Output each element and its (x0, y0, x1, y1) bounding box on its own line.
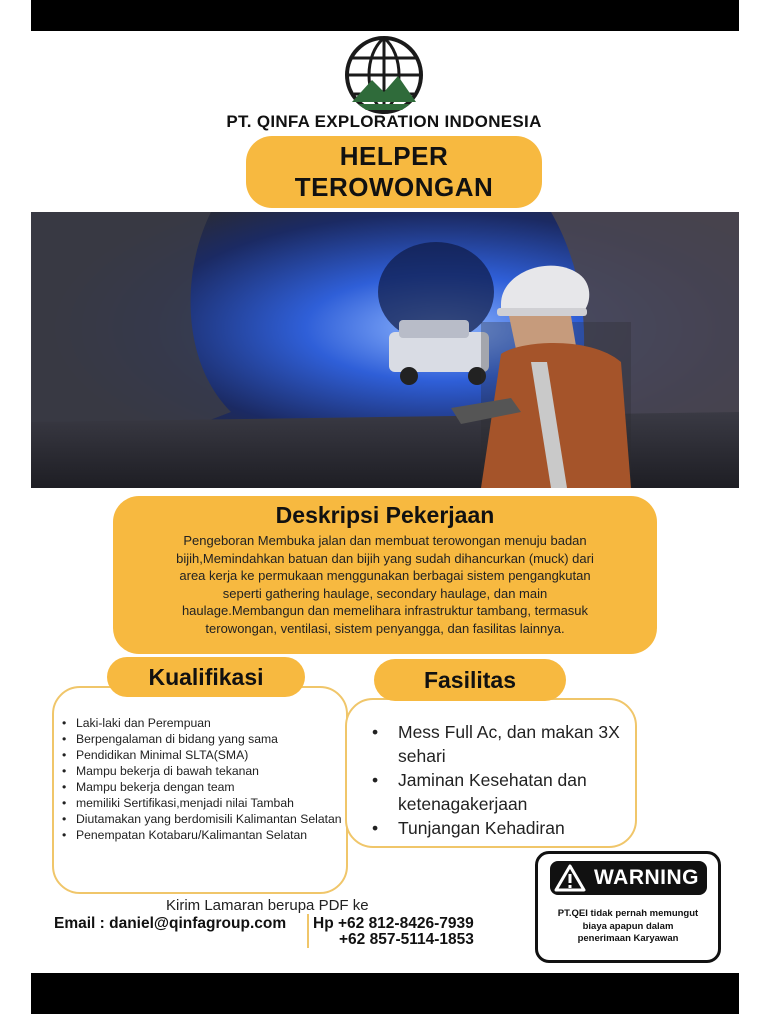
contact-phone-1[interactable]: Hp +62 812-8426-7939 (313, 915, 474, 932)
bottom-black-bar (31, 973, 739, 1014)
warning-line: PT.QEI tidak pernah memungut (557, 908, 699, 919)
description-line: haulage.Membangun dan memelihara infrastruktur tambang, termasuk (181, 603, 589, 618)
description-line: Pengeboran Membuka jalan dan membuat terowongan menuju badan (183, 533, 587, 548)
warning-header (550, 861, 707, 895)
description-line: terowongan, ventilasi, sistem penyangga, dan fasilitas lainnya. (205, 620, 565, 636)
list-item: • Jaminan Kesehatan dan ketenagakerjaan (372, 768, 632, 816)
job-title-banner (246, 136, 542, 208)
top-black-bar (31, 0, 739, 31)
warning-triangle-icon (554, 864, 586, 892)
list-item: • Laki-laki dan Perempuan (60, 715, 344, 731)
facilities-list (372, 720, 632, 840)
description-heading: Deskripsi Pekerjaan (275, 502, 495, 528)
qualifications-list (60, 715, 344, 843)
list-item: • Mampu bekerja di bawah tekanan (60, 763, 344, 779)
list-item: • Diutamakan yang berdomisili Kalimantan Selatan (60, 811, 344, 827)
list-item: • Mampu bekerja dengan team (60, 779, 344, 795)
warning-line: biaya apapun dalam (582, 920, 674, 932)
list-item: • Mess Full Ac, dan makan 3X sehari (372, 720, 632, 768)
list-item: • Pendidikan Minimal SLTA(SMA) (60, 747, 344, 763)
warning-notice (535, 851, 721, 963)
warning-label: WARNING (594, 866, 699, 889)
job-title-line1: HELPER (339, 141, 449, 171)
warning-text (544, 908, 712, 946)
list-item: • Penempatan Kotabaru/Kalimantan Selatan (60, 827, 344, 843)
description-text (135, 532, 635, 637)
job-title-line2: TEROWONGAN (294, 172, 494, 202)
tunnel-miner-photo (31, 212, 739, 488)
contact-divider (307, 914, 309, 948)
list-item: • Tunjangan Kehadiran (372, 816, 632, 840)
facilities-heading: Fasilitas (374, 659, 566, 701)
job-description-box (113, 496, 657, 654)
list-item: • memiliki Sertifikasi,menjadi nilai Tambah (60, 795, 344, 811)
list-item: • Berpengalaman di bidang yang sama (60, 731, 344, 747)
contact-phone-2[interactable]: +62 857-5114-1853 (339, 931, 474, 948)
warning-line: penerimaan Karyawan (577, 933, 679, 944)
contact-email[interactable]: Email : daniel@qinfagroup.com (54, 915, 287, 932)
description-line: seperti gathering haulage, secondary haulage, dan main (222, 585, 548, 601)
description-line: bijih,Memindahkan batuan dan bijih yang sudah dihancurkan (muck) dari (176, 550, 594, 566)
qualifications-heading: Kualifikasi (107, 657, 305, 697)
send-application-text: Kirim Lamaran berupa PDF ke (166, 897, 369, 914)
globe-mountain-logo (342, 36, 426, 114)
description-line: area kerja ke permukaan menggunakan berbagai sistem pengangkutan (179, 568, 591, 583)
company-name: PT. QINFA EXPLORATION INDONESIA (226, 112, 542, 131)
